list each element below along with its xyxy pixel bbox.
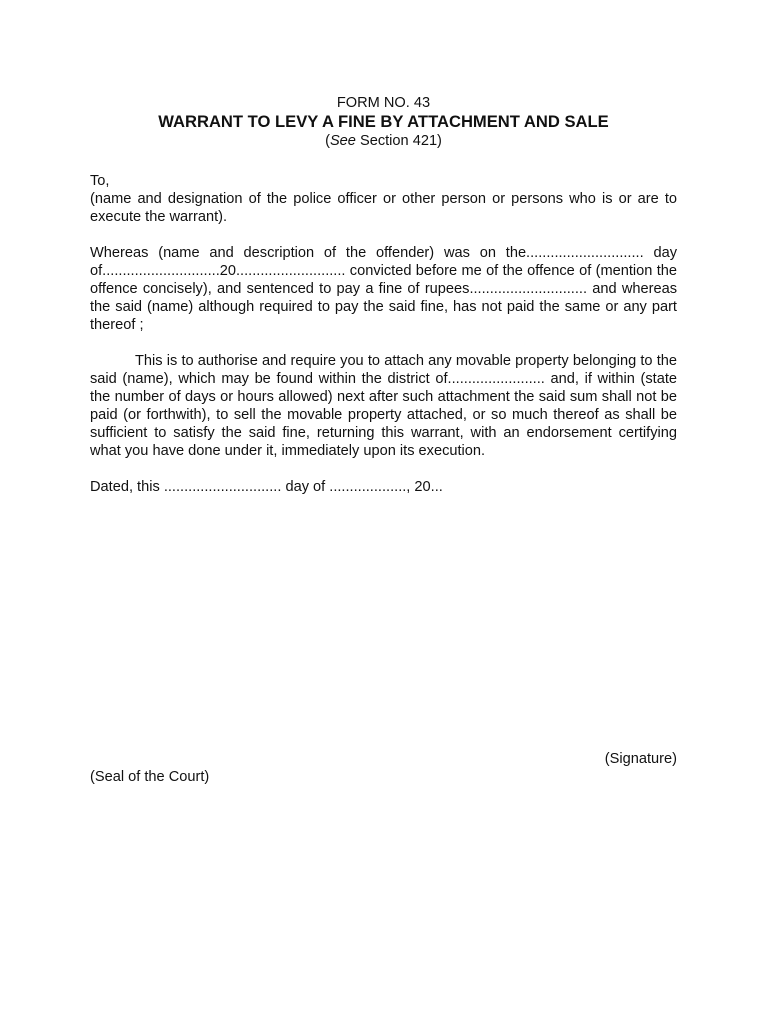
addressee-description: (name and designation of the police officer or other person or persons who is or are to execute the warrant).	[90, 191, 677, 225]
signature-label: (Signature)	[604, 751, 677, 767]
whereas-paragraph: Whereas (name and description of the offender) was on the............................. day of.............................20........................... convicted before me of the offence of (mention the offence concisely), and sentenced to pay a fine of rupees............................. and whereas the said (name) although required to pay the said fine, has not paid the same or any part thereof ;	[90, 245, 677, 333]
document-page	[90, 94, 677, 496]
authorisation-paragraph: This is to authorise and require you to attach any movable property belonging to the said (name), which may be found within the district of........................ and, if within (state the number of days or hours allowed) next after such attachment the said sum shall not be paid (or forthwith), to sell the movable property attached, or so much thereof as shall be sufficient to satisfy the said fine, returning this warrant, with an endorsement certifying what you have done under it, immediately upon its execution.	[90, 353, 677, 459]
document-title: WARRANT TO LEVY A FINE BY ATTACHMENT AND SALE	[158, 112, 609, 131]
section-reference	[90, 132, 677, 150]
reference-open: (	[325, 133, 330, 149]
addressee-salutation: To,	[90, 173, 110, 189]
dated-line: Dated, this ............................. day of ..................., 20...	[90, 479, 443, 495]
court-seal-label: (Seal of the Court)	[90, 769, 210, 785]
reference-see: See	[329, 133, 356, 149]
form-number: FORM NO. 43	[336, 95, 431, 111]
reference-section: Section 421)	[355, 133, 442, 149]
